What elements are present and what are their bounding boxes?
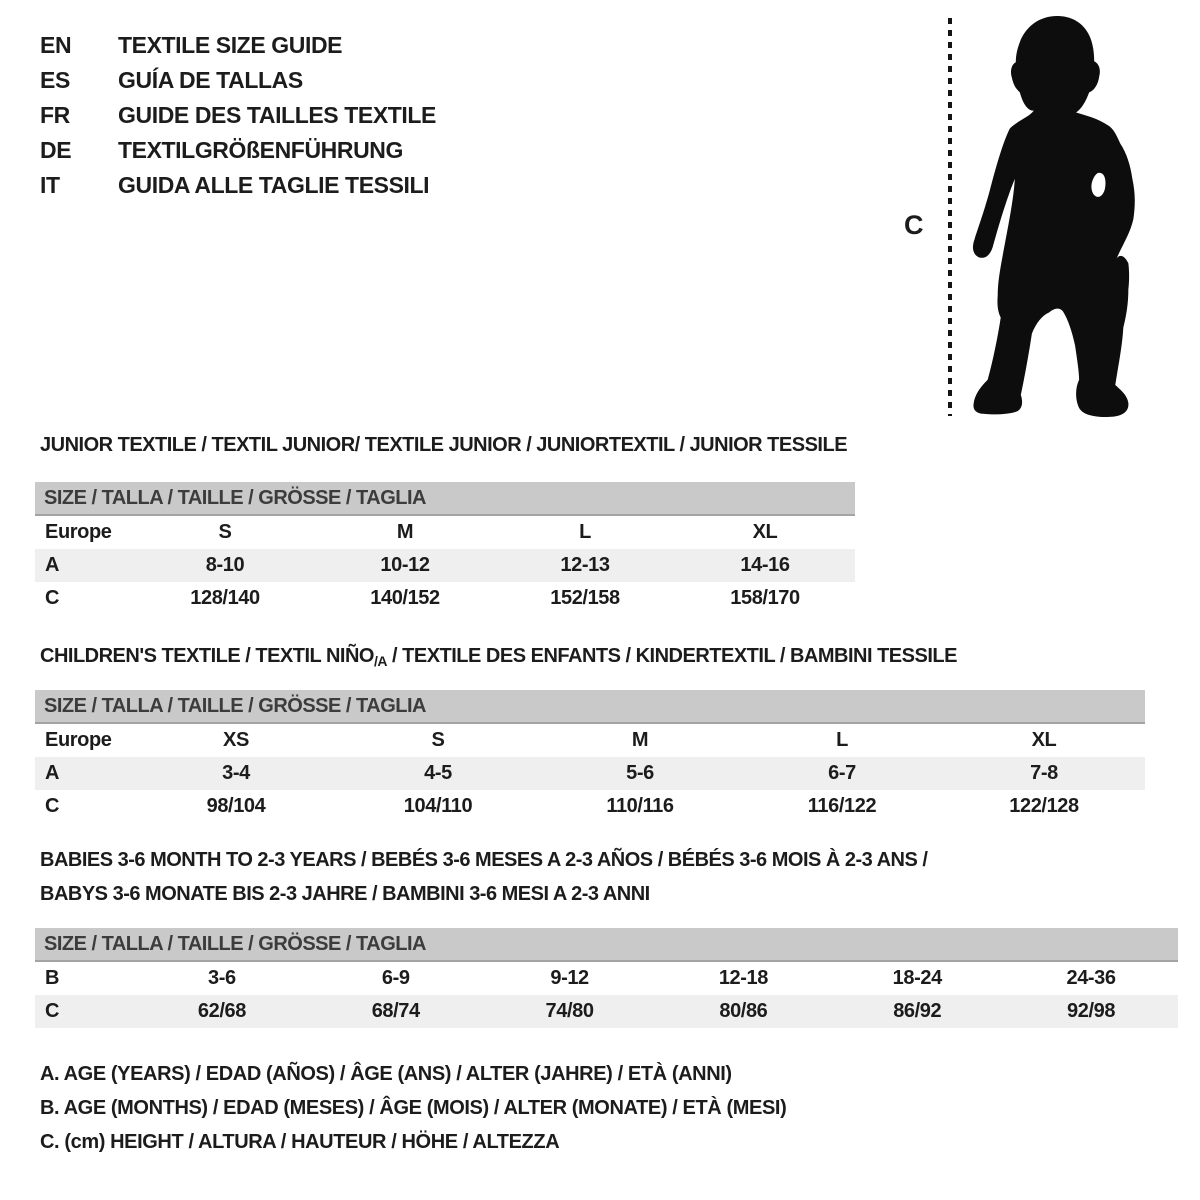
table-cell: 7-8 — [1030, 762, 1058, 784]
table-cell: 62/68 — [197, 1000, 246, 1022]
language-row-it — [40, 168, 436, 203]
table-cell: 116/122 — [807, 795, 877, 817]
table-row — [35, 995, 1178, 1028]
language-row-de — [40, 133, 436, 168]
table-cell: 10-12 — [380, 554, 430, 576]
babies-section-title-line1: BABIES 3-6 MONTH TO 2-3 YEARS / BEBÉS 3-6 MESES A 2-3 AÑOS / BÉBÉS 3-6 MOIS À 2-3 ANS / — [40, 849, 928, 871]
table-cell: 152/158 — [550, 587, 620, 609]
table-cell: 5-6 — [626, 762, 654, 784]
table-cell: 3-4 — [222, 762, 250, 784]
table-cell: 18-24 — [892, 967, 942, 989]
row-label: C — [45, 795, 60, 817]
legend-line-c: C. (cm) HEIGHT / ALTURA / HAUTEUR / HÖHE / ALTEZZA — [40, 1131, 560, 1153]
legend-line-a: A. AGE (YEARS) / EDAD (AÑOS) / ÂGE (ANS) / ALTER (JAHRE) / ETÀ (ANNI) — [40, 1063, 732, 1085]
legend-line-b: B. AGE (MONTHS) / EDAD (MESES) / ÂGE (MOIS) / ALTER (MONATE) / ETÀ (MESI) — [40, 1097, 787, 1119]
table-cell: XL — [752, 521, 778, 543]
size-header-bar: SIZE / TALLA / TAILLE / GRÖSSE / TAGLIA — [35, 482, 855, 516]
table-row — [35, 582, 855, 615]
row-label: A — [45, 554, 60, 576]
table-cell: L — [836, 729, 848, 751]
language-row-es — [40, 63, 436, 98]
height-c-label: C — [904, 210, 924, 240]
children-title-sub: /A — [373, 653, 387, 669]
table-cell: 12-13 — [560, 554, 610, 576]
table-cell: 140/152 — [370, 587, 440, 609]
table-cell: 86/92 — [893, 1000, 942, 1022]
height-dashed-line — [948, 18, 952, 416]
language-code: FR — [40, 102, 70, 128]
children-size-table — [35, 690, 1145, 823]
table-cell: 9-12 — [550, 967, 589, 989]
table-cell: 128/140 — [190, 587, 260, 609]
language-title: GUÍA DE TALLAS — [118, 67, 303, 93]
table-cell: M — [631, 729, 649, 751]
table-cell: M — [396, 521, 414, 543]
row-label: A — [45, 762, 60, 784]
language-row-fr — [40, 98, 436, 133]
size-header-bar: SIZE / TALLA / TAILLE / GRÖSSE / TAGLIA — [35, 928, 1178, 962]
table-cell: 24-36 — [1066, 967, 1116, 989]
babies-size-table — [35, 928, 1178, 1028]
height-measure-figure — [890, 0, 1200, 440]
table-cell: 74/80 — [545, 1000, 594, 1022]
table-row — [35, 516, 855, 549]
table-cell: 92/98 — [1067, 1000, 1116, 1022]
row-label: B — [45, 967, 60, 989]
language-code: DE — [40, 137, 72, 163]
table-cell: 122/128 — [1009, 795, 1079, 817]
language-title: TEXTILE SIZE GUIDE — [118, 32, 343, 58]
language-row-en — [40, 28, 436, 63]
table-cell: 110/116 — [606, 795, 674, 817]
row-label: Europe — [45, 521, 112, 543]
junior-size-table — [35, 482, 855, 615]
language-code: EN — [40, 32, 72, 58]
table-cell: 8-10 — [205, 554, 245, 576]
table-cell: XL — [1031, 729, 1057, 751]
row-label: C — [45, 1000, 60, 1022]
language-title: TEXTILGRÖßENFÜHRUNG — [118, 137, 403, 163]
table-cell: 158/170 — [730, 587, 800, 609]
language-list — [40, 28, 436, 203]
table-cell: L — [579, 521, 591, 543]
table-row — [35, 724, 1145, 757]
language-title: GUIDE DES TAILLES TEXTILE — [118, 102, 436, 128]
table-cell: 3-6 — [208, 967, 236, 989]
children-title-post: / TEXTILE DES ENFANTS / KINDERTEXTIL / BAMBINI TESSILE — [386, 645, 957, 667]
row-label: C — [45, 587, 60, 609]
table-row — [35, 962, 1178, 995]
toddler-silhouette-icon — [968, 12, 1144, 418]
table-cell: 68/74 — [371, 1000, 420, 1022]
table-row — [35, 757, 1145, 790]
table-cell: 98/104 — [206, 795, 266, 817]
language-code: IT — [40, 172, 60, 198]
babies-section-title-line2: BABYS 3-6 MONATE BIS 2-3 JAHRE / BAMBINI 3-6 MESI A 2-3 ANNI — [40, 883, 650, 905]
table-cell: 4-5 — [424, 762, 452, 784]
table-cell: 104/110 — [403, 795, 473, 817]
table-cell: 80/86 — [719, 1000, 768, 1022]
junior-section-title: JUNIOR TEXTILE / TEXTIL JUNIOR/ TEXTILE JUNIOR / JUNIORTEXTIL / JUNIOR TESSILE — [40, 434, 848, 456]
table-cell: 12-18 — [718, 967, 768, 989]
table-cell: 6-9 — [381, 967, 410, 989]
table-cell: 14-16 — [740, 554, 790, 576]
table-cell: S — [431, 729, 445, 751]
table-row — [35, 790, 1145, 823]
row-label: Europe — [45, 729, 112, 751]
children-title-pre: CHILDREN'S TEXTILE / TEXTIL NIÑO — [40, 645, 374, 667]
language-title: GUIDA ALLE TAGLIE TESSILI — [118, 172, 430, 198]
table-cell: XS — [223, 729, 249, 751]
children-section-title — [40, 645, 957, 669]
language-code: ES — [40, 67, 70, 93]
table-row — [35, 549, 855, 582]
table-cell: 6-7 — [828, 762, 856, 784]
table-cell: S — [218, 521, 232, 543]
size-header-bar: SIZE / TALLA / TAILLE / GRÖSSE / TAGLIA — [35, 690, 1145, 724]
